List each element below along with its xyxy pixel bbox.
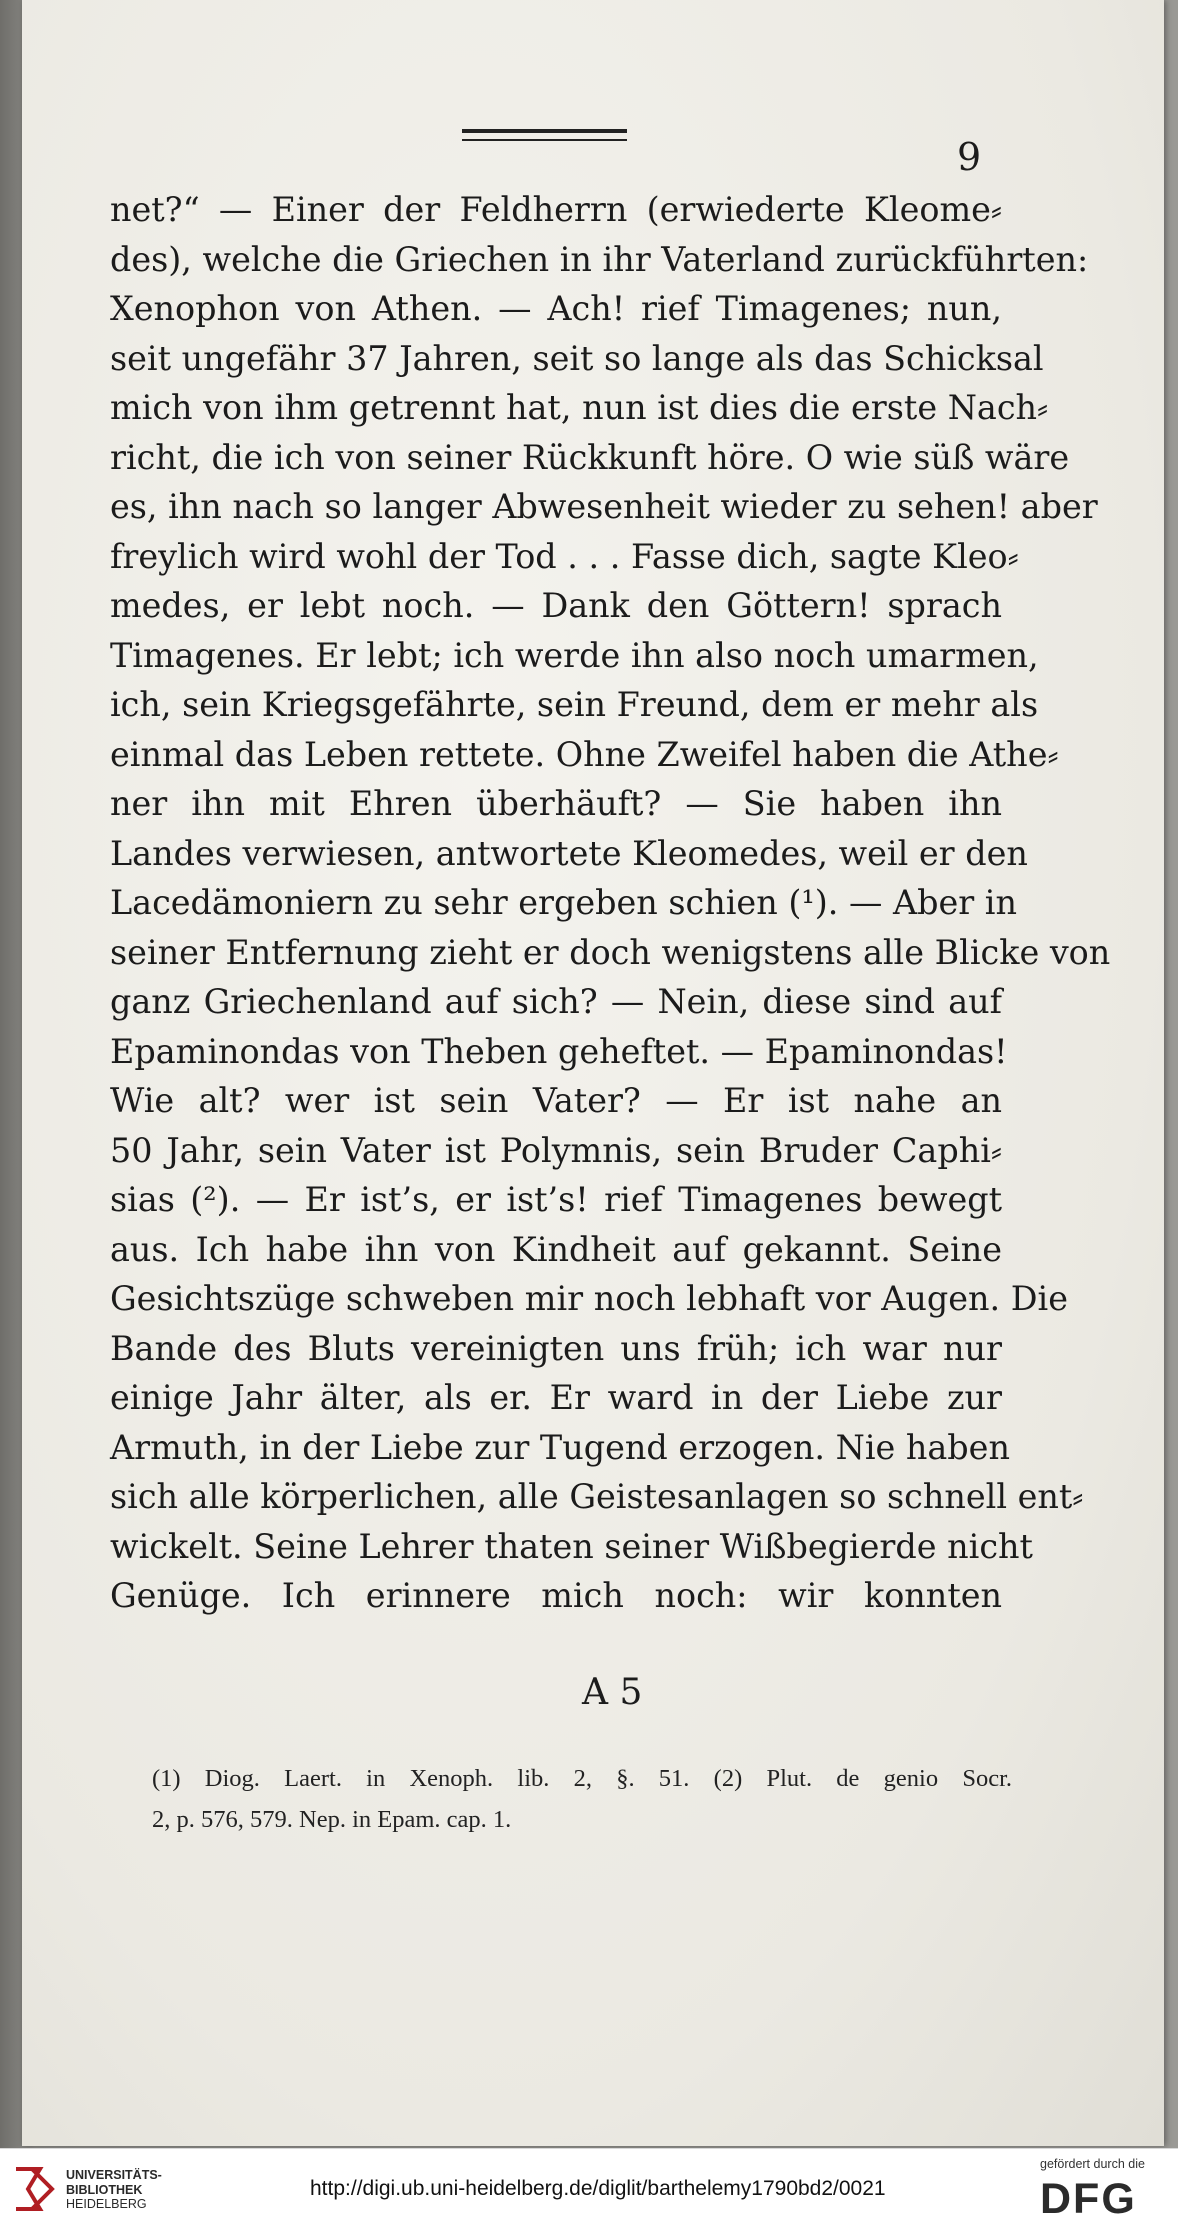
- dfg-logo[interactable]: DFG: [1040, 2175, 1137, 2223]
- footnote-line: (1) Diog. Laert. in Xenoph. lib. 2, §. 51. (2) Plut. de genio Socr.: [152, 1765, 1012, 1792]
- footnote-line: 2, p. 576, 579. Nep. in Epam. cap. 1.: [152, 1806, 512, 1833]
- library-name-line: HEIDELBERG: [66, 2197, 147, 2211]
- text-line: seiner Entfernung zieht er doch wenigstens alle Blicke von: [110, 932, 1111, 972]
- text-line: Epaminondas von Theben geheftet. — Epaminondas!: [110, 1031, 1008, 1071]
- text-line: net?“ — Einer der Feldherrn (erwiederte Kleome⸗: [110, 190, 1002, 229]
- text-line: ner ihn mit Ehren überhäuft? — Sie haben ihn: [110, 784, 1002, 823]
- text-line: ich, sein Kriegsgefährte, sein Freund, dem er mehr als: [110, 685, 1039, 724]
- text-line: 50 Jahr, sein Vater ist Polymnis, sein Bruder Caphi⸗: [110, 1130, 1002, 1170]
- text-line: medes, er lebt noch. — Dank den Göttern! sprach: [110, 586, 1002, 625]
- text-line: Gesichtszüge schweben mir noch lebhaft vor Augen. Die: [110, 1279, 1068, 1318]
- text-line: richt, die ich von seiner Rückkunft höre. O wie süß wäre: [110, 437, 1070, 477]
- footnotes: [152, 1758, 1012, 1840]
- text-line: Xenophon von Athen. — Ach! rief Timagenes; nun,: [110, 289, 1002, 328]
- body-text: [110, 185, 1111, 1621]
- text-line: es, ihn nach so langer Abwesenheit wieder zu sehen! aber: [110, 487, 1098, 526]
- viewer-footer: [0, 2148, 1178, 2233]
- library-name: [66, 2168, 162, 2212]
- text-line: Wie alt? wer ist sein Vater? — Er ist nahe an: [110, 1081, 1002, 1120]
- text-line: aus. Ich habe ihn von Kindheit auf gekannt. Seine: [110, 1229, 1002, 1269]
- text-line: Landes verwiesen, antwortete Kleomedes, weil er den: [110, 833, 1028, 873]
- text-line: sias (²). — Er ist’s, er ist’s! rief Timagenes bewegt: [110, 1180, 1002, 1219]
- text-line: seit ungefähr 37 Jahren, seit so lange als das Schicksal: [110, 338, 1044, 378]
- text-line: ganz Griechenland auf sich? — Nein, diese sind auf: [110, 982, 1002, 1021]
- text-line: wickelt. Seine Lehrer thaten seiner Wißbegierde nicht: [110, 1526, 1033, 1566]
- text-line: Bande des Bluts vereinigten uns früh; ich war nur: [110, 1328, 1002, 1368]
- text-line: des), welche die Griechen in ihr Vaterland zurückführten:: [110, 239, 1089, 279]
- book-page: [22, 0, 1164, 2146]
- library-name-line: BIBLIOTHEK: [66, 2182, 143, 2197]
- header-rule-thin: [462, 139, 627, 141]
- header-rule: [462, 129, 627, 133]
- text-line: Timagenes. Er lebt; ich werde ihn also noch umarmen,: [110, 635, 1039, 675]
- page-number: 9: [957, 135, 982, 179]
- text-line: einige Jahr älter, als er. Er ward in der Liebe zur: [110, 1378, 1002, 1417]
- text-line: Lacedämoniern zu sehr ergeben schien (¹). — Aber in: [110, 883, 1017, 922]
- text-line: Armuth, in der Liebe zur Tugend erzogen. Nie haben: [110, 1427, 1010, 1467]
- text-line: einmal das Leben rettete. Ohne Zweifel haben die Athe⸗: [110, 734, 1059, 774]
- text-line: Genüge. Ich erinnere mich noch: wir konnten: [110, 1576, 1002, 1615]
- funded-by-label: gefördert durch die: [1040, 2157, 1145, 2171]
- permalink-url[interactable]: http://digi.ub.uni-heidelberg.de/diglit/barthelemy1790bd2/0021: [310, 2177, 886, 2200]
- text-line: sich alle körperlichen, alle Geistesanlagen so schnell ent⸗: [110, 1477, 1084, 1516]
- university-library-logo-icon[interactable]: [10, 2159, 58, 2219]
- signature-mark: A 5: [582, 1672, 643, 1713]
- library-name-line: UNIVERSITÄTS-: [66, 2168, 162, 2182]
- text-line: freylich wird wohl der Tod . . . Fasse dich, sagte Kleo⸗: [110, 536, 1019, 576]
- text-line: mich von ihm getrennt hat, nun ist dies die erste Nach⸗: [110, 388, 1049, 427]
